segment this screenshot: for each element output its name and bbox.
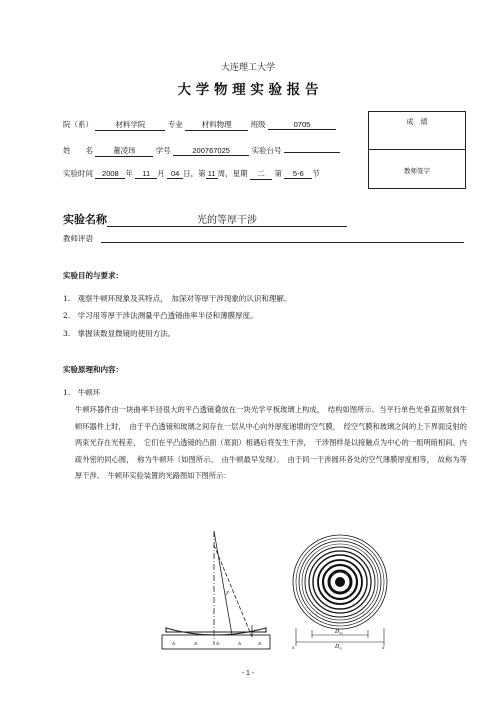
student-id-label: 学号: [155, 146, 171, 155]
svg-text:⁂: ⁂: [172, 642, 176, 646]
name-label: 姓 名: [63, 146, 93, 155]
purpose-item-3: 3. 掌握读数显微镜的使用方法。: [63, 329, 176, 338]
time-row: [63, 168, 320, 180]
experiment-name-label: 实验名称: [63, 213, 107, 226]
teacher-comment-row: [63, 233, 93, 244]
teacher-comment-label: 教师评语: [63, 234, 93, 243]
principle-paragraph: 牛顿环器件由一块曲率半径很大的平凸透镜叠放在一块光学平板玻璃上构成， 结构如图所示。当平行单色光垂直照射到牛顿环器件上时， 由于平凸透镜和玻璃之间存在一层从中心向外厚度递增的空气膜， 经空气膜和玻璃之间的上下界面反射的两束光存在光程差， 它们在平凸透镜的凸面（底面）相遇后将发生干涉， 干涉图样是以接触点为中心的一组明暗相间、内疏外密的同心圆， 称为牛顿环（如图所示。 由牛顿最早发现）。 由于同一干涉圆环各处的空气薄膜厚度相等， 故称为等厚干涉。 牛顿环实验装置的光路图如下图所示：: [75, 405, 467, 481]
optical-path-diagram: [154, 525, 282, 665]
week-unit: 周，星期: [217, 169, 248, 178]
svg-text:⁂: ⁂: [194, 642, 198, 646]
dept-label: 院（系）: [63, 120, 93, 129]
label-x1: x: [292, 646, 295, 650]
newton-rings-diagram: [288, 530, 398, 650]
dept-field[interactable]: 材料学院: [95, 119, 165, 131]
radius-line: [214, 531, 232, 635]
purpose-heading: 实验目的与要求：: [63, 271, 123, 280]
major-field[interactable]: 材料物理: [185, 119, 248, 131]
day-unit: 日，第: [183, 169, 206, 178]
teacher-comment-field[interactable]: [101, 242, 464, 243]
label-dm: $D_m$: [335, 629, 343, 636]
period-unit: 节: [312, 169, 320, 178]
bench-label: 实验台号: [251, 146, 282, 155]
period-label: 第: [274, 169, 282, 178]
principle-heading: 实验原理和内容：: [63, 365, 123, 374]
score-label: 成 绩: [406, 118, 428, 126]
name-field[interactable]: 董凌玮: [95, 145, 153, 157]
class-label: 班级: [250, 120, 266, 129]
svg-text:⁂: ⁂: [216, 642, 220, 646]
report-title: 大 学 物 理 实 验 报 告: [177, 82, 319, 98]
university-name: 大连理工大学: [220, 63, 275, 73]
month-field[interactable]: 11: [135, 169, 157, 179]
student-id-field[interactable]: 200767025: [173, 146, 249, 156]
year-unit: 年: [125, 169, 133, 178]
purpose-item-1: 1. 观察牛顿环现象及其特点， 加深对等厚干涉现象的认识和理解。: [63, 294, 292, 303]
purpose-item-2: 2. 学习用等厚干涉法测量平凸透镜曲率半径和薄膜厚度。: [63, 311, 258, 320]
bench-field[interactable]: [284, 152, 340, 153]
principle-subheading: 1. 牛顿环: [63, 388, 101, 397]
time-label: 实验时间: [63, 169, 93, 178]
period-field[interactable]: 5-6: [284, 169, 312, 179]
incident-ray: [214, 545, 252, 637]
experiment-name-field[interactable]: 光的等厚干涉: [107, 211, 347, 227]
week-field[interactable]: 11: [206, 169, 218, 179]
svg-text:⁂: ⁂: [258, 642, 262, 646]
grade-box: [368, 111, 466, 189]
teacher-signature-label: 教师签字: [404, 167, 430, 175]
label-x2: x: [382, 646, 385, 650]
name-row: [63, 145, 340, 157]
svg-text:⁂: ⁂: [238, 642, 242, 646]
day-field[interactable]: 04: [167, 169, 183, 179]
center-spot: [335, 577, 345, 587]
month-unit: 月: [157, 169, 165, 178]
experiment-name-row: [63, 208, 347, 227]
grade-box-divider: [369, 149, 465, 150]
year-field[interactable]: 2008: [95, 169, 125, 179]
major-label: 专业: [167, 120, 183, 129]
glass-hatching: [172, 642, 262, 646]
label-r: r: [226, 590, 229, 597]
label-dn: $D_n$: [335, 644, 342, 650]
weekday-field[interactable]: 二: [250, 168, 272, 180]
dept-row: [63, 119, 336, 131]
class-field[interactable]: 0705: [268, 120, 336, 130]
page-number: - 1 -: [241, 670, 255, 677]
